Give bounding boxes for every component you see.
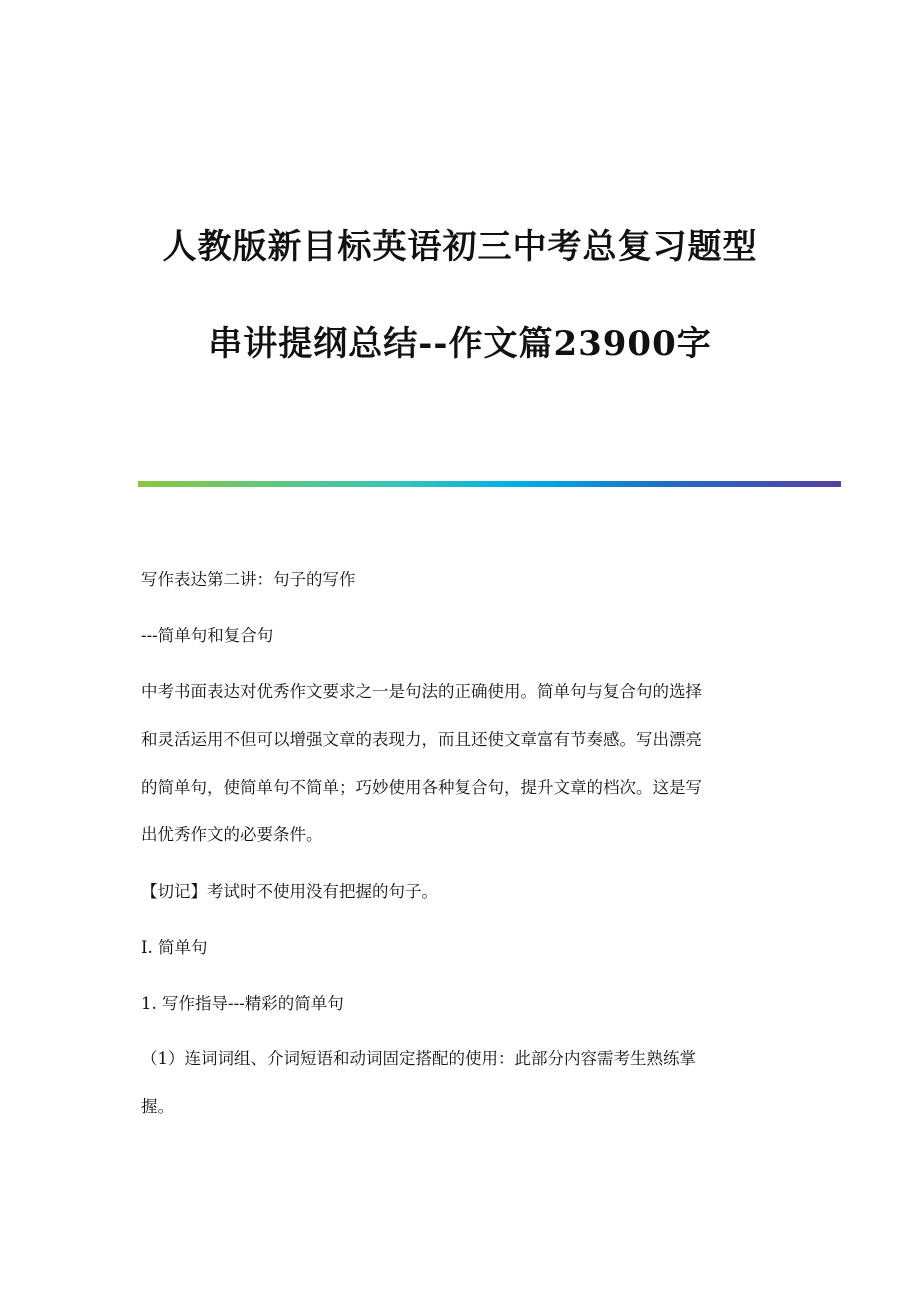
section-heading-simple-sentence: Ⅰ. 简单句 [141, 938, 208, 957]
item-heading-writing-guide: 1. 写作指导---精彩的简单句 [141, 994, 344, 1013]
paragraph-line: 中考书面表达对优秀作文要求之一是句法的正确使用。简单句与复合句的选择 [141, 682, 702, 701]
paragraph-line: 出优秀作文的必要条件。 [141, 825, 323, 844]
paragraph-line: 握。 [141, 1097, 174, 1116]
paragraph-line: 的简单句，使简单句不简单；巧妙使用各种复合句，提升文章的档次。这是写 [141, 778, 702, 797]
title-line-1: 人教版新目标英语初三中考总复习题型 [162, 227, 758, 267]
reminder-note: 【切记】考试时不使用没有把握的句子。 [141, 882, 438, 901]
gradient-divider [138, 481, 841, 487]
title-line-2: 串讲提纲总结--作文篇23900字 [208, 324, 712, 364]
paragraph-line: （1）连词词组、介词短语和动词固定搭配的使用：此部分内容需考生熟练掌 [141, 1049, 696, 1068]
lecture-heading: 写作表达第二讲：句子的写作 [141, 570, 356, 589]
lecture-subtitle: ---简单句和复合句 [141, 626, 274, 645]
paragraph-line: 和灵活运用不但可以增强文章的表现力，而且还使文章富有节奏感。写出漂亮 [141, 730, 702, 749]
